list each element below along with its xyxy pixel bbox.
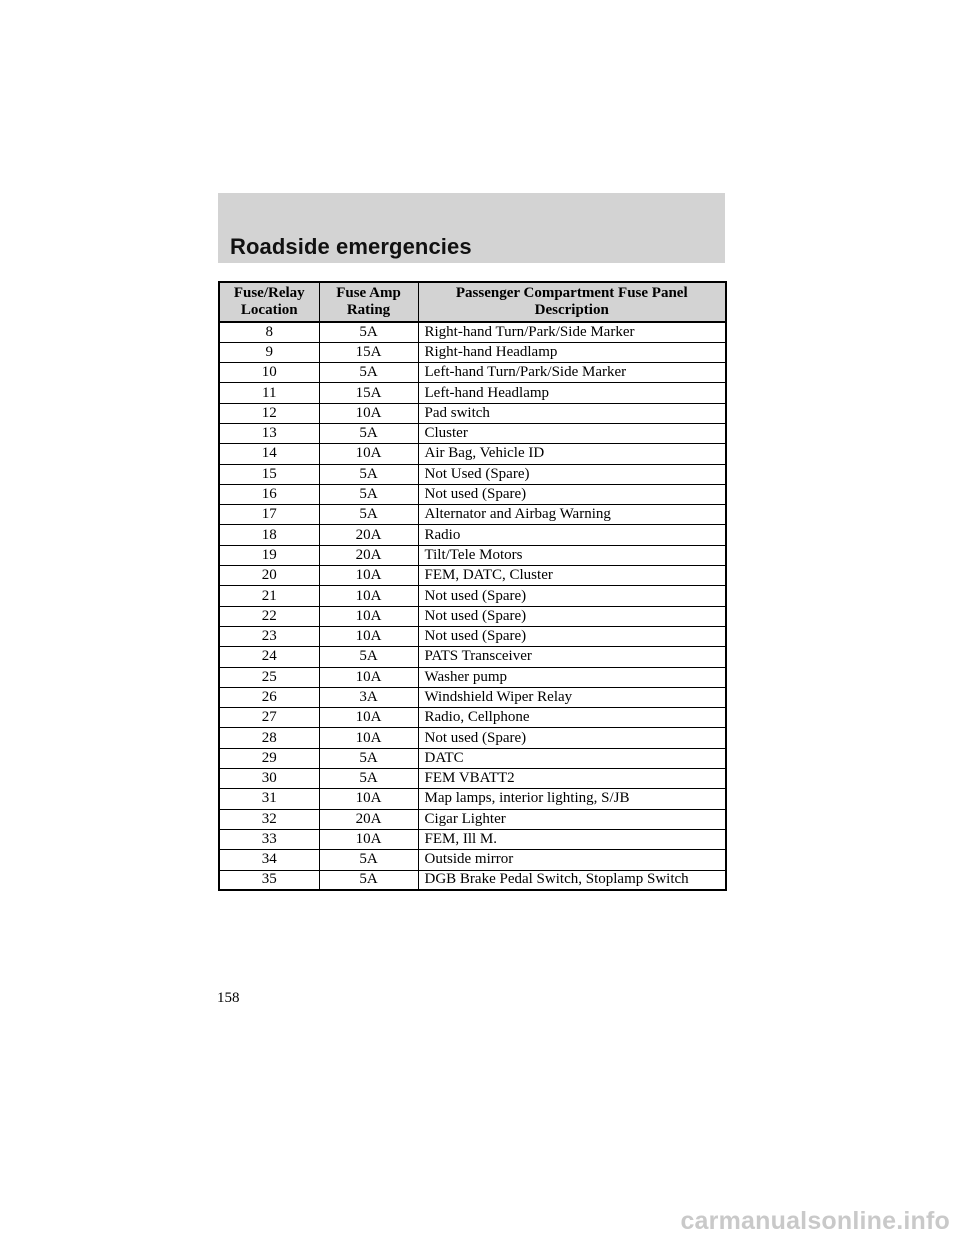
fuse-location-cell: 31 (219, 789, 319, 809)
fuse-description-cell: Air Bag, Vehicle ID (418, 444, 726, 464)
fuse-rating-cell: 5A (319, 484, 418, 504)
table-row (219, 748, 726, 768)
header-location: Fuse/Relay Location (219, 282, 319, 322)
section-title: Roadside emergencies (230, 234, 472, 259)
fuse-location-cell: 9 (219, 342, 319, 362)
fuse-location-cell: 22 (219, 606, 319, 626)
table-row (219, 566, 726, 586)
fuse-description-cell: Not used (Spare) (418, 626, 726, 646)
table-row (219, 363, 726, 383)
fuse-rating-cell: 10A (319, 789, 418, 809)
fuse-rating-cell: 10A (319, 667, 418, 687)
fuse-description-cell: PATS Transceiver (418, 647, 726, 667)
fuse-description-cell: Not used (Spare) (418, 728, 726, 748)
table-row (219, 809, 726, 829)
fuse-description-cell: Radio (418, 525, 726, 545)
fuse-rating-cell: 15A (319, 342, 418, 362)
table-row (219, 850, 726, 870)
table-row (219, 444, 726, 464)
fuse-rating-cell: 5A (319, 423, 418, 443)
fuse-rating-cell: 15A (319, 383, 418, 403)
fuse-rating-cell: 20A (319, 809, 418, 829)
fuse-location-cell: 17 (219, 505, 319, 525)
fuse-location-cell: 26 (219, 687, 319, 707)
fuse-rating-cell: 10A (319, 444, 418, 464)
fuse-description-cell: Cluster (418, 423, 726, 443)
table-row (219, 606, 726, 626)
table-row (219, 647, 726, 667)
fuse-description-cell: DATC (418, 748, 726, 768)
fuse-rating-cell: 5A (319, 363, 418, 383)
table-row (219, 769, 726, 789)
fuse-description-cell: Cigar Lighter (418, 809, 726, 829)
fuse-location-cell: 30 (219, 769, 319, 789)
fuse-description-cell: FEM, Ill M. (418, 829, 726, 849)
table-row (219, 383, 726, 403)
fuse-rating-cell: 10A (319, 829, 418, 849)
fuse-rating-cell: 10A (319, 728, 418, 748)
fuse-description-cell: Tilt/Tele Motors (418, 545, 726, 565)
fuse-location-cell: 18 (219, 525, 319, 545)
fuse-rating-cell: 5A (319, 769, 418, 789)
fuse-rating-cell: 20A (319, 525, 418, 545)
table-row (219, 728, 726, 748)
fuse-rating-cell: 10A (319, 626, 418, 646)
fuse-location-cell: 19 (219, 545, 319, 565)
fuse-location-cell: 13 (219, 423, 319, 443)
fuse-description-cell: DGB Brake Pedal Switch, Stoplamp Switch (418, 870, 726, 890)
fuse-location-cell: 29 (219, 748, 319, 768)
fuse-rating-cell: 5A (319, 748, 418, 768)
table-row (219, 870, 726, 890)
fuse-location-cell: 14 (219, 444, 319, 464)
section-header (218, 193, 725, 263)
table-row (219, 626, 726, 646)
header-description: Passenger Compartment Fuse Panel Description (418, 282, 726, 322)
fuse-description-cell: Not used (Spare) (418, 484, 726, 504)
table-row (219, 667, 726, 687)
fuse-location-cell: 32 (219, 809, 319, 829)
fuse-description-cell: Left-hand Turn/Park/Side Marker (418, 363, 726, 383)
fuse-rating-cell: 3A (319, 687, 418, 707)
fuse-location-cell: 27 (219, 708, 319, 728)
fuse-location-cell: 24 (219, 647, 319, 667)
fuse-description-cell: Not used (Spare) (418, 586, 726, 606)
fuse-description-cell: Outside mirror (418, 850, 726, 870)
fuse-location-cell: 21 (219, 586, 319, 606)
fuse-description-cell: Washer pump (418, 667, 726, 687)
fuse-location-cell: 11 (219, 383, 319, 403)
fuse-rating-cell: 5A (319, 464, 418, 484)
fuse-rating-cell: 5A (319, 647, 418, 667)
header-rating: Fuse Amp Rating (319, 282, 418, 322)
watermark: carmanualsonline.info (680, 1207, 950, 1235)
fuse-description-cell: Not used (Spare) (418, 606, 726, 626)
fuse-description-cell: Windshield Wiper Relay (418, 687, 726, 707)
table-row (219, 342, 726, 362)
table-row (219, 423, 726, 443)
fuse-location-cell: 20 (219, 566, 319, 586)
fuse-location-cell: 16 (219, 484, 319, 504)
fuse-rating-cell: 5A (319, 322, 418, 342)
fuse-rating-cell: 10A (319, 586, 418, 606)
fuse-description-cell: FEM, DATC, Cluster (418, 566, 726, 586)
fuse-description-cell: Left-hand Headlamp (418, 383, 726, 403)
page-number: 158 (217, 990, 240, 1006)
fuse-location-cell: 10 (219, 363, 319, 383)
table-row (219, 464, 726, 484)
fuse-location-cell: 33 (219, 829, 319, 849)
fuse-rating-cell: 10A (319, 606, 418, 626)
fuse-location-cell: 12 (219, 403, 319, 423)
fuse-location-cell: 15 (219, 464, 319, 484)
fuse-table (218, 281, 727, 891)
fuse-description-cell: Right-hand Headlamp (418, 342, 726, 362)
fuse-description-cell: Alternator and Airbag Warning (418, 505, 726, 525)
fuse-rating-cell: 10A (319, 403, 418, 423)
fuse-rating-cell: 5A (319, 870, 418, 890)
table-row (219, 322, 726, 342)
fuse-description-cell: Map lamps, interior lighting, S/JB (418, 789, 726, 809)
fuse-description-cell: Right-hand Turn/Park/Side Marker (418, 322, 726, 342)
fuse-rating-cell: 5A (319, 850, 418, 870)
fuse-location-cell: 23 (219, 626, 319, 646)
fuse-description-cell: FEM VBATT2 (418, 769, 726, 789)
table-row (219, 586, 726, 606)
fuse-rating-cell: 20A (319, 545, 418, 565)
fuse-rating-cell: 10A (319, 566, 418, 586)
table-row (219, 505, 726, 525)
fuse-description-cell: Not Used (Spare) (418, 464, 726, 484)
table-row (219, 687, 726, 707)
table-row (219, 708, 726, 728)
fuse-location-cell: 28 (219, 728, 319, 748)
table-row (219, 545, 726, 565)
fuse-description-cell: Pad switch (418, 403, 726, 423)
table-row (219, 789, 726, 809)
table-row (219, 484, 726, 504)
fuse-description-cell: Radio, Cellphone (418, 708, 726, 728)
fuse-location-cell: 34 (219, 850, 319, 870)
table-header-row (219, 282, 726, 322)
fuse-rating-cell: 5A (319, 505, 418, 525)
table-row (219, 525, 726, 545)
fuse-location-cell: 35 (219, 870, 319, 890)
fuse-location-cell: 8 (219, 322, 319, 342)
fuse-rating-cell: 10A (319, 708, 418, 728)
fuse-location-cell: 25 (219, 667, 319, 687)
table-row (219, 829, 726, 849)
table-row (219, 403, 726, 423)
